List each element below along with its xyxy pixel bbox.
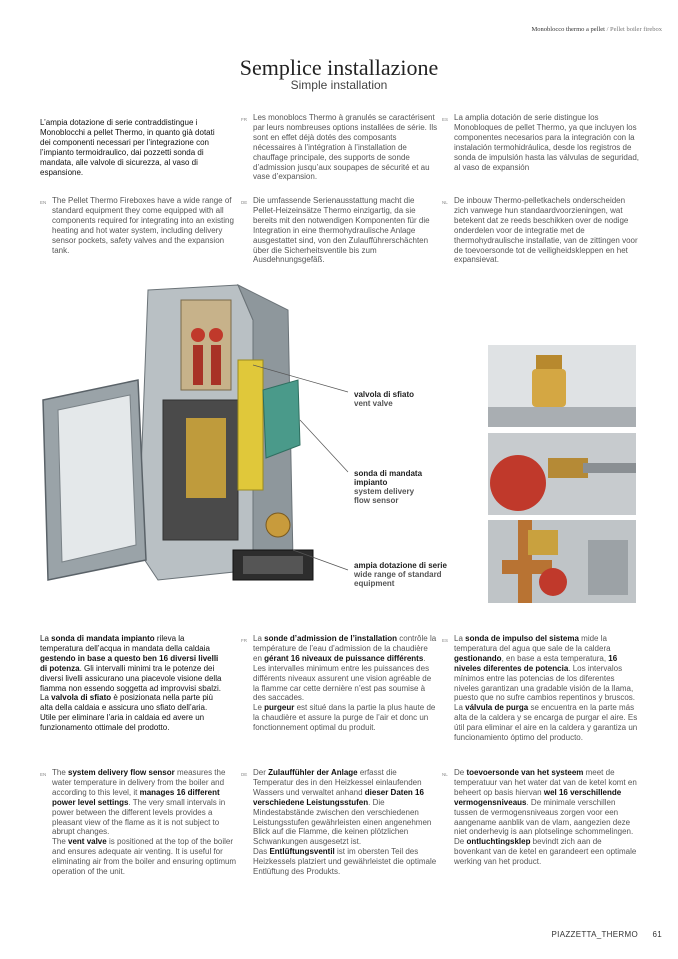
body-fr [241,634,438,733]
lang-tag: ES [442,638,449,643]
intro-fr [241,113,438,182]
text: meet de temperatuur van het water dat van de ketel komt en beheert op basis hiervan [454,768,637,797]
page-number: 61 [652,930,662,939]
text: De [454,768,467,777]
text: measures the water temperature in delivery from the boiler and according to this level, it [52,768,226,797]
lang-tag: EN [40,772,47,777]
page-footer [552,930,662,939]
text: erfasst die Temperatur des in den Heizkessel einlaufenden Wassers und verwaltet anhand [253,768,422,797]
header-subtitle: Pellet boiler firebox [610,26,662,33]
intro-en [40,196,237,255]
bold-text: system delivery flow sensor [68,768,175,777]
page-title: Semplice installazione [239,55,439,80]
firebox-door [43,380,146,580]
intro-es-text: La amplia dotación de serie distingue los Monobloques de pellet Thermo, ya que incluyen los componentes necesarios para la integración con la instalación termohidráulica, desde los registros de sonda de impulsión hasta las válvulas de seguridad, al vaso de expansión [454,113,640,172]
callout-sensor-en2: flow sensor [354,496,399,505]
bold-text: dieser Daten 16 verschiedene Leistungsstufen [253,787,424,807]
text: mide la temperatura del agua que sale de la caldera [454,634,611,653]
text: . The very small intervals in power between the different levels provides a pleasant view of the flame as it is not subject to abrupt changes. [52,797,226,837]
callout-vent-valve [354,390,414,408]
text: , en base a esta temperatura, [501,653,609,663]
text: is positioned at the top of the boiler and ensures adequate air venting. It is useful for eliminating air from the boiler and ensuring optimum operation of the unit. [52,837,237,877]
firebox-body [138,285,313,580]
lang-tag: DE [241,200,248,205]
bold-text: válvula de purga [465,703,529,713]
intro-es [442,113,640,172]
callout-sensor-en1: system delivery [354,487,415,496]
header-title: Monoblocco thermo a pellet [531,26,605,33]
text: bevindt zich aan de bovenkant van de ketel en garandeert een optimale werking van het product. [454,837,637,867]
text: est situé dans la partie la plus haute de la chaudière et assure la purge de l’air et donc un fonctionnement optimal du produit. [253,703,436,733]
text: . Les intervalles minimum entre les puissances des différents niveaux assurent une vision agréable de la flamme car cette dernière n’est pas soumise à des saccades. [253,653,432,703]
callout-delivery-sensor [354,469,422,505]
callout-vent-it: valvola di sfiato [354,390,415,399]
intro-it: L’ampia dotazione di serie contraddistingue i Monoblocchi a pellet Thermo, in quanto già dotati dei componenti necessari per l’integrazione con l’impianto termoidraulico, dai pozzetti sonda di mandata, alle valvole di sicurezza, al vaso di espansione. [40,118,215,177]
body-it [40,634,225,733]
body-es [442,634,639,743]
bold-text: wel 16 verschillende vermogensniveaus [454,787,622,807]
lang-tag: NL [442,772,448,777]
bold-text: 16 niveles diferentes de potencia [454,653,618,673]
text: è posizionata nella parte più alta della caldaia e assicura uno sfiato dell’aria. Utile per eliminare l’aria in caldaia ed avere un funzionamento ottimale del prodotto. [40,693,214,733]
bold-text: sonda de impulso del sistema [465,634,579,643]
text: La [40,634,52,643]
bold-text: vent valve [68,837,107,847]
callout-equip-en1: wide range of standard [354,570,442,579]
text: contrôle la température de l’eau d’admission de la chaudière en [253,634,437,663]
intro-de [241,196,438,265]
bold-text: sonde d’admission de l’installation [264,634,398,643]
page-subtitle: Simple installation [290,78,388,92]
header-separator: / [606,26,609,33]
text: Le [253,703,265,713]
text: . Gli intervalli minimi tra le potenze dei diversi livelli assicurano una piacevole visione della fiamma non essendo soggetta ad improvvisi sbalzi. [40,663,222,693]
bold-text: Zulauffühler der Anlage [268,768,358,777]
text: ist im obersten Teil des Heizkessels platziert und gewährleistet die optimale Entlüftung des Produkts. [253,847,437,877]
callout-standard-equipment [354,561,447,588]
text: The [52,837,69,847]
body-nl [442,768,639,867]
photo-delivery-sensor [488,433,636,515]
text: La [253,634,265,643]
lang-tag: DE [241,772,248,777]
text: Das [253,847,270,857]
bold-text: manages 16 different power level settings [52,787,220,807]
intro-nl [442,196,639,265]
callout-equip-it: ampia dotazione di serie [354,561,447,570]
text: La [40,693,52,703]
intro-fr-text: Les monoblocs Thermo à granulés se caractérisent par leurs nombreuses options installées de série. Ils sont en effet déjà dotés des composants nécessaires à l’intégration à l’installation de chauffage principale, des supports de sonde d’admission jusqu’aux soupapes de sécurité et au vase d’expansion. [253,113,438,182]
lang-tag: ES [442,117,449,122]
text: Der [253,768,269,777]
bold-text: Entlüftungsventil [269,847,335,857]
bold-text: gérant 16 niveaux de puissance différents [264,653,424,663]
bold-text: ontluchtingsklep [466,837,531,847]
photo-vent-valve [488,345,636,427]
callout-sensor-it2: impianto [354,478,388,487]
bold-text: sonda di mandata impianto [51,634,155,643]
lang-tag: FR [241,117,247,122]
bold-text: gestendo in base a questo ben 16 diversi livelli di potenza [40,653,219,673]
text: . Die Mindestabstände zwischen den verschiedenen Leistungsstufen gewährleisten einen angenehmen Blick auf die Flamme, die keinen plötzlichen Schwankungen ausgesetzt ist. [253,797,432,847]
intro-nl-text: De inbouw Thermo-pelletkachels onderscheiden zich vanwege hun standaardvoorzieningen, wat betekent dat ze reeds beschikken over de nodige onderdelen voor de integratie met de thermohydraulische installatie, van de zittingen voor de toevoersonde tot de veiligheidskleppen en het expansievat. [454,196,638,265]
text: The [52,768,69,777]
callout-equip-en2: equipment [354,579,395,588]
lang-tag: NL [442,200,448,205]
text: se encuentra en la parte más alta de la caldera y se encarga de purgar el aire. Es útil para eliminar el aire en la caldera y garantiza un funcionamiento óptimo del producto. [454,703,638,743]
bold-text: toevoersonde van het systeem [466,768,584,777]
callout-vent-en: vent valve [354,399,393,408]
bold-text: gestionando [454,653,502,663]
text: . Los intervalos mínimos entre las potencias de los diferentes niveles garantizan una gradable visión de la llama, puesto que no sufre cambios repentinos y bruscos. La [454,663,635,713]
lang-tag: FR [241,638,247,643]
body-de [241,768,438,877]
text: La [454,634,466,643]
photo-standard-equipment [488,520,636,603]
text: . De minimale verschillen tussen de vermogensniveaus zorgen voor een aangename aanblik van de vlam, aangezien deze niet onderhevig is aan plotselinge schommelingen. De [454,797,634,847]
bold-text: purgeur [264,703,295,713]
callout-sensor-it1: sonda di mandata [354,469,423,478]
lang-tag: EN [40,200,47,205]
body-en [40,768,237,877]
running-header [531,26,662,33]
footer-brand: PIAZZETTA_THERMO [551,930,638,939]
intro-en-text: The Pellet Thermo Fireboxes have a wide range of standard equipment they come equipped with all components required for integrating into an existing heating and hot water system, including delivery sensor pockets, safety valves and the expansion tank. [52,196,234,255]
text: rileva la temperatura dell’acqua in mandata della caldaia [40,634,210,653]
bold-text: valvola di sfiato [51,693,112,703]
intro-de-text: Die umfassende Serienausstattung macht die Pellet-Heizeinsätze Thermo einzigartig, da sie bereits mit den notwendigen Komponenten für die Integration in eine thermohydraulische Anlage ausgestattet sind, von den Zulaufführerschächten über die Sicherheitsventile bis zum Ausdehnungsgefäß. [253,196,430,265]
